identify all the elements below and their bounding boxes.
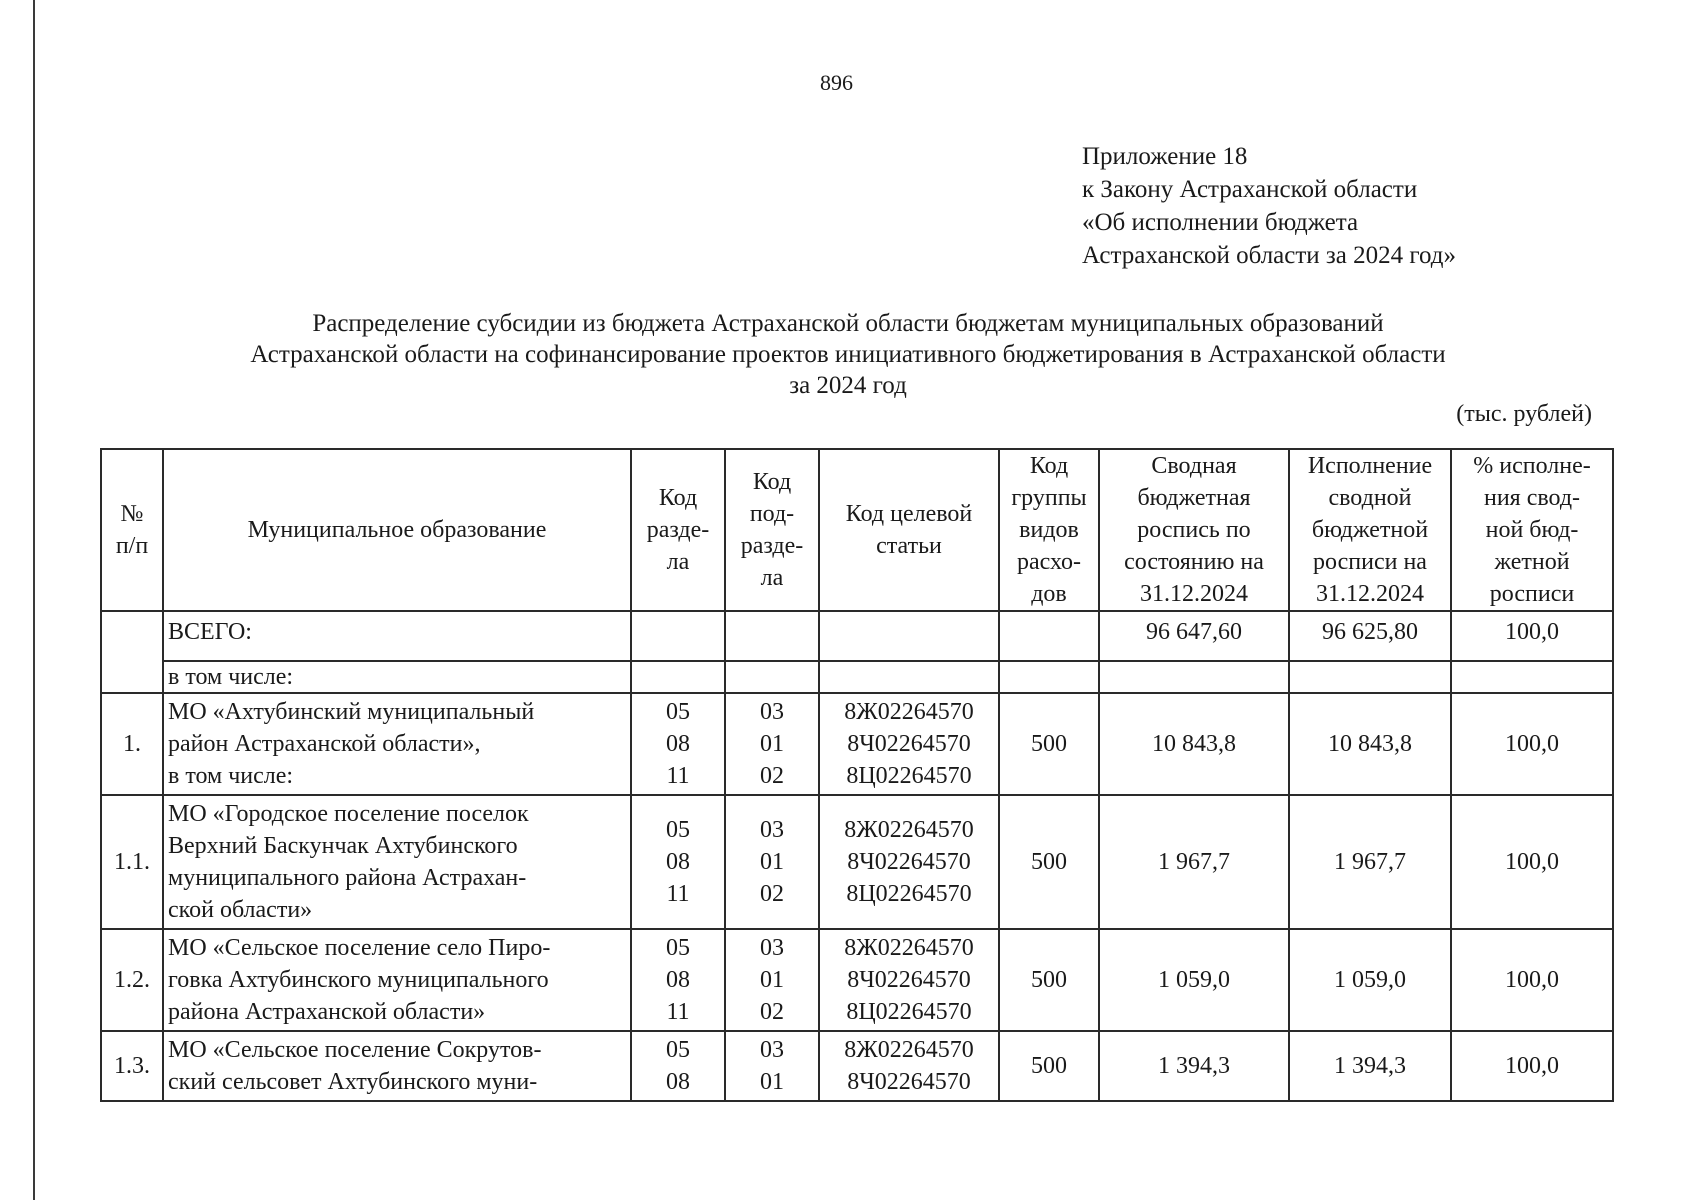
section-codes: 05 08 11 xyxy=(631,795,725,929)
empty-cell xyxy=(1289,661,1451,693)
header-budget: Сводная бюджетная роспись по состоянию на 31.12.2024 xyxy=(1099,449,1289,611)
table-row xyxy=(101,1031,1613,1101)
total-execution: 96 625,80 xyxy=(1289,611,1451,661)
execution-value: 1 967,7 xyxy=(1289,795,1451,929)
empty-cell xyxy=(999,661,1099,693)
header-group: Код группы видов расхо- дов xyxy=(999,449,1099,611)
municipality-name: МО «Сельское поселение Сокрутов- ский сельсовет Ахтубинского муни- xyxy=(163,1031,631,1101)
percent-value: 100,0 xyxy=(1451,1031,1613,1101)
header-section: Код разде- ла xyxy=(631,449,725,611)
budget-value: 10 843,8 xyxy=(1099,693,1289,795)
units-label: (тыс. рублей) xyxy=(1456,401,1592,427)
budget-value: 1 967,7 xyxy=(1099,795,1289,929)
document-title xyxy=(100,308,1596,401)
including-label: в том числе: xyxy=(163,661,631,693)
total-empty-cell xyxy=(725,611,819,661)
group-code: 500 xyxy=(999,795,1099,929)
appendix-line: Приложение 18 xyxy=(1082,143,1248,170)
subsection-codes: 03 01 02 xyxy=(725,929,819,1031)
execution-value: 10 843,8 xyxy=(1289,693,1451,795)
empty-cell xyxy=(819,661,999,693)
total-percent: 100,0 xyxy=(1451,611,1613,661)
total-label: ВСЕГО: xyxy=(163,611,631,661)
percent-value: 100,0 xyxy=(1451,693,1613,795)
subsection-codes: 03 01 xyxy=(725,1031,819,1101)
appendix-line: «Об исполнении бюджета xyxy=(1082,209,1359,236)
row-number: 1.2. xyxy=(101,929,163,1031)
header-target: Код целевой статьи xyxy=(819,449,999,611)
total-empty-cell xyxy=(631,611,725,661)
header-row xyxy=(101,449,1613,611)
execution-value: 1 394,3 xyxy=(1289,1031,1451,1101)
total-empty-cell xyxy=(819,611,999,661)
total-empty-cell xyxy=(999,611,1099,661)
subsection-codes: 03 01 02 xyxy=(725,795,819,929)
page-number: 896 xyxy=(820,70,853,95)
group-code: 500 xyxy=(999,693,1099,795)
total-num-cell xyxy=(101,611,163,693)
municipality-name: МО «Сельское поселение село Пиро- говка Ахтубинского муниципального района Астраханской области» xyxy=(163,929,631,1031)
section-codes: 05 08 11 xyxy=(631,693,725,795)
table-row xyxy=(101,693,1613,795)
group-code: 500 xyxy=(999,1031,1099,1101)
budget-value: 1 394,3 xyxy=(1099,1031,1289,1101)
empty-cell xyxy=(1099,661,1289,693)
empty-cell xyxy=(1451,661,1613,693)
group-code: 500 xyxy=(999,929,1099,1031)
empty-cell xyxy=(725,661,819,693)
title-line: Распределение субсидии из бюджета Астраханской области бюджетам муниципальных образований xyxy=(312,310,1384,337)
header-execution: Исполнение сводной бюджетной росписи на 31.12.2024 xyxy=(1289,449,1451,611)
municipality-name: МО «Ахтубинский муниципальный район Астраханской области», в том числе: xyxy=(163,693,631,795)
appendix-note xyxy=(1082,140,1456,272)
target-codes: 8Ж02264570 8Ч02264570 8Ц02264570 xyxy=(819,693,999,795)
title-line: Астраханской области на софинансирование проектов инициативного бюджетирования в Астраханской области xyxy=(250,341,1446,368)
row-number: 1.1. xyxy=(101,795,163,929)
empty-cell xyxy=(631,661,725,693)
including-row xyxy=(101,661,1613,693)
table-row xyxy=(101,929,1613,1031)
header-num: № п/п xyxy=(101,449,163,611)
header-percent: % исполне- ния свод- ной бюд- жетной росписи xyxy=(1451,449,1613,611)
appendix-line: к Закону Астраханской области xyxy=(1082,176,1418,203)
header-name: Муниципальное образование xyxy=(163,449,631,611)
target-codes: 8Ж02264570 8Ч02264570 xyxy=(819,1031,999,1101)
percent-value: 100,0 xyxy=(1451,795,1613,929)
percent-value: 100,0 xyxy=(1451,929,1613,1031)
title-line: за 2024 год xyxy=(789,372,907,399)
subsidy-table xyxy=(100,448,1614,1102)
section-codes: 05 08 xyxy=(631,1031,725,1101)
row-number: 1. xyxy=(101,693,163,795)
section-codes: 05 08 11 xyxy=(631,929,725,1031)
target-codes: 8Ж02264570 8Ч02264570 8Ц02264570 xyxy=(819,795,999,929)
total-budget: 96 647,60 xyxy=(1099,611,1289,661)
margin-rule xyxy=(33,0,35,1200)
target-codes: 8Ж02264570 8Ч02264570 8Ц02264570 xyxy=(819,929,999,1031)
header-subsection: Код под- разде- ла xyxy=(725,449,819,611)
table-row xyxy=(101,795,1613,929)
budget-value: 1 059,0 xyxy=(1099,929,1289,1031)
row-number: 1.3. xyxy=(101,1031,163,1101)
total-row xyxy=(101,611,1613,661)
execution-value: 1 059,0 xyxy=(1289,929,1451,1031)
subsection-codes: 03 01 02 xyxy=(725,693,819,795)
municipality-name: МО «Городское поселение поселок Верхний Баскунчак Ахтубинского муниципального района Астрахан- ской области» xyxy=(163,795,631,929)
appendix-line: Астраханской области за 2024 год» xyxy=(1082,242,1457,269)
